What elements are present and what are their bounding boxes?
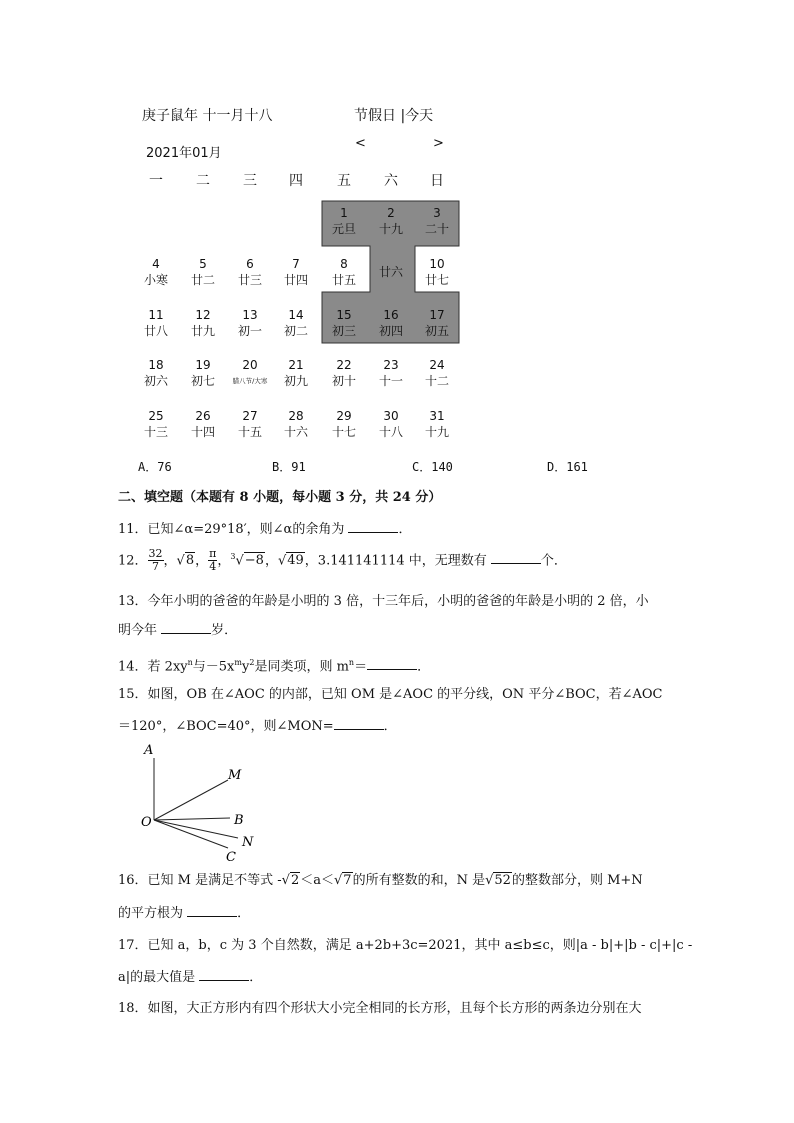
calendar-day[interactable] <box>321 357 367 389</box>
day-number: 24 <box>429 358 445 372</box>
day-number: 12 <box>195 308 211 322</box>
lunar-day: 初九 <box>283 374 308 388</box>
day-number: 3 <box>433 206 441 220</box>
day-number: 5 <box>199 257 207 271</box>
lunar-day: 初一 <box>237 324 262 338</box>
lunar-day: 十一 <box>378 374 403 388</box>
calendar-day[interactable] <box>133 408 179 440</box>
calendar-day[interactable] <box>273 357 319 389</box>
lunar-day: 十五 <box>237 425 262 439</box>
question-17-line1: 17．已知 a，b，c 为 3 个自然数，满足 a+2b+3c=2021，其中 a≤b≤c，则|a - b|+|b - c|+|c - <box>118 938 693 953</box>
weekday-thu: 四 <box>289 173 303 189</box>
question-11: 11．已知∠α=29°18′，则∠α的余角为 ． <box>118 522 412 537</box>
question-12: 12． $\frac{32}{7}$ ，√8， $\frac{\pi}{4}$ ，$^3$√−8，√49，3.141141114 中，无理数有 个． <box>118 547 567 574</box>
option-c: C．140 <box>412 460 453 474</box>
section-2-title: 二、填空题（本题有 8 小题，每小题 3 分，共 24 分） <box>118 490 442 505</box>
day-number: 10 <box>429 257 445 271</box>
day-number: 16 <box>383 308 399 322</box>
calendar-day[interactable] <box>180 307 226 339</box>
day-number: 31 <box>429 409 445 423</box>
question-17-line2: a|的最大值是 ． <box>118 970 263 985</box>
day-number: 14 <box>288 308 304 322</box>
lunar-day: 廿八 <box>143 324 168 338</box>
day-number: 13 <box>242 308 258 322</box>
option-a: A．76 <box>138 460 172 474</box>
lunar-day: 初三 <box>331 324 356 338</box>
weekday-sun: 日 <box>430 173 444 189</box>
day-number: 17 <box>429 308 445 322</box>
lunar-day: 小寒 <box>143 273 168 287</box>
lunar-day: 二十 <box>424 222 449 236</box>
day-number: 30 <box>383 409 399 423</box>
lunar-day: 初五 <box>424 324 449 338</box>
day-number: 26 <box>195 409 211 423</box>
day-number: 1 <box>340 206 348 220</box>
label-A: A <box>144 743 154 758</box>
question-15-line2: ＝120°，∠BOC=40°，则∠MON= ． <box>118 719 397 734</box>
weekday-wed: 三 <box>243 173 257 189</box>
next-month-button[interactable]: > <box>433 136 444 151</box>
day-number: 19 <box>195 358 211 372</box>
calendar-month: 2021年01月 <box>146 146 222 161</box>
lunar-day: 初七 <box>190 374 215 388</box>
lunar-day: 廿四 <box>283 273 308 287</box>
question-14: 14．若 $2xy^n$与$-5x^my^2$是同类项，则 $m^n=$ ． <box>118 658 431 675</box>
calendar-day[interactable] <box>368 357 414 389</box>
lunar-day: 十七 <box>331 425 356 439</box>
lunar-day: 廿六 <box>378 265 403 279</box>
day-number: 15 <box>336 308 352 322</box>
option-d: D．161 <box>547 460 588 474</box>
calendar-day[interactable] <box>321 205 367 237</box>
lunar-day: 廿二 <box>190 273 215 287</box>
lunar-day: 十九 <box>424 425 449 439</box>
option-b: B．91 <box>272 460 306 474</box>
calendar-day[interactable] <box>414 357 460 389</box>
calendar-day[interactable] <box>133 256 179 288</box>
calendar-day[interactable] <box>227 256 273 288</box>
lunar-day: 廿九 <box>190 324 215 338</box>
day-number: 8 <box>340 257 348 271</box>
day-number: 21 <box>288 358 304 372</box>
calendar-day[interactable] <box>368 408 414 440</box>
calendar-day[interactable] <box>273 256 319 288</box>
fraction-pi-4: $\frac{\pi}{4}$ <box>209 547 217 574</box>
day-number: 2 <box>387 206 395 220</box>
calendar-day[interactable] <box>321 256 367 288</box>
holiday-today-link[interactable]: 节假日 |今天 <box>354 108 434 124</box>
day-number: 28 <box>288 409 304 423</box>
day-number: 23 <box>383 358 399 372</box>
question-15-line1: 15．如图，OB 在∠AOC 的内部，已知 OM 是∠AOC 的平分线，ON 平分∠BOC，若∠AOC <box>118 687 663 702</box>
lunar-day: 十二 <box>424 374 449 388</box>
day-number: 4 <box>152 257 160 271</box>
calendar-day[interactable] <box>227 307 273 339</box>
calendar-day[interactable] <box>321 408 367 440</box>
lunar-day: 初十 <box>331 374 356 388</box>
label-M: M <box>228 768 242 783</box>
lunar-day: 元旦 <box>331 222 356 236</box>
calendar-day[interactable] <box>414 408 460 440</box>
question-16-line2: 的平方根为 ． <box>118 906 251 921</box>
calendar-day[interactable] <box>273 307 319 339</box>
angle-figure <box>130 740 270 865</box>
calendar-day[interactable] <box>414 256 460 288</box>
calendar-day[interactable] <box>180 357 226 389</box>
day-number: 22 <box>336 358 352 372</box>
day-number: 7 <box>292 257 300 271</box>
lunar-date: 庚子鼠年 十一月十八 <box>142 108 273 124</box>
answer-blank[interactable] <box>334 717 384 730</box>
calendar-day[interactable] <box>133 357 179 389</box>
weekday-sat: 六 <box>384 173 398 189</box>
lunar-day: 十四 <box>190 425 215 439</box>
lunar-day: 初四 <box>378 324 403 338</box>
day-number: 29 <box>336 409 352 423</box>
label-C: C <box>226 850 236 865</box>
question-13-line1: 13．今年小明的爸爸的年龄是小明的 3 倍，十三年后，小明的爸爸的年龄是小明的 2 倍，小 <box>118 594 649 609</box>
prev-month-button[interactable]: < <box>355 136 366 151</box>
answer-blank[interactable] <box>348 520 398 533</box>
calendar-day[interactable] <box>227 408 273 440</box>
calendar-day[interactable] <box>321 307 367 339</box>
calendar-day[interactable] <box>368 264 414 280</box>
answer-blank[interactable] <box>491 551 541 564</box>
day-number: 25 <box>148 409 164 423</box>
lunar-day: 廿七 <box>424 273 449 287</box>
lunar-day: 十八 <box>378 425 403 439</box>
label-O: O <box>141 815 152 830</box>
calendar-day[interactable] <box>227 357 273 389</box>
lunar-day: 十六 <box>283 425 308 439</box>
day-number: 18 <box>148 358 164 372</box>
answer-blank[interactable] <box>161 621 211 634</box>
lunar-day: 廿五 <box>331 273 356 287</box>
calendar-day[interactable] <box>180 408 226 440</box>
lunar-day: 十三 <box>143 425 168 439</box>
answer-blank[interactable] <box>187 904 237 917</box>
calendar-day[interactable] <box>368 205 414 237</box>
question-18-line1: 18．如图，大正方形内有四个形状大小完全相同的长方形，且每个长方形的两条边分别在大 <box>118 1001 642 1016</box>
lunar-day: 腊八节/大寒 <box>232 377 268 385</box>
lunar-day: 十九 <box>378 222 403 236</box>
calendar-day[interactable] <box>414 307 460 339</box>
calendar-day[interactable] <box>368 307 414 339</box>
fraction-32-7: $\frac{32}{7}$ <box>148 547 163 574</box>
lunar-day: 初六 <box>143 374 168 388</box>
answer-blank[interactable] <box>199 968 249 981</box>
day-number: 27 <box>242 409 258 423</box>
day-number: 11 <box>148 308 164 322</box>
lunar-day: 廿三 <box>237 273 262 287</box>
question-13-line2: 明今年 岁． <box>118 623 238 638</box>
label-N: N <box>242 835 254 850</box>
weekday-fri: 五 <box>337 173 351 189</box>
day-number: 6 <box>246 257 254 271</box>
weekday-mon: 一 <box>149 173 163 189</box>
lunar-day: 初二 <box>283 324 308 338</box>
label-B: B <box>234 813 244 828</box>
calendar-day[interactable] <box>133 307 179 339</box>
calendar-day[interactable] <box>414 205 460 237</box>
weekday-tue: 二 <box>196 173 210 189</box>
calendar-day[interactable] <box>273 408 319 440</box>
question-16-line1: 16．已知 M 是满足不等式 -√2＜a＜√7的所有整数的和，N 是√52的整数部分，则 M+N <box>118 873 643 888</box>
calendar-day[interactable] <box>180 256 226 288</box>
answer-blank[interactable] <box>367 657 417 670</box>
day-number: 20 <box>242 358 258 372</box>
